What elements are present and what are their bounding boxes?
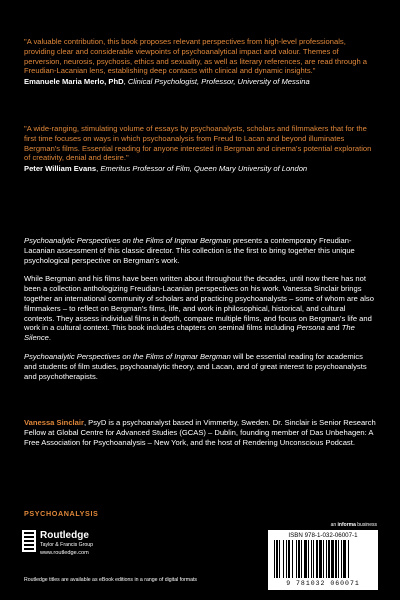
author-bio — [24, 418, 376, 447]
publisher-group: Taylor & Francis Group — [40, 542, 94, 548]
bio-text: , PsyD is a psychoanalyst based in Vimmerby, Sweden. Dr. Sinclair is Senior Research Fellow at Global Centre for Advanced Studies (GCAS) – Dublin, founding member of Das Unbehagen: A Free Association for Psychoanalysis – New York, and the host of Rendering Unconscious Podcast. — [24, 418, 376, 447]
endorsement-attribution: Emanuele Maria Merlo, PhD, Clinical Psychologist, Professor, University of Messina — [24, 77, 310, 87]
publisher-name: Routledge — [40, 530, 89, 541]
publisher-block — [22, 530, 152, 558]
endorsement-attribution: Peter William Evans, Emeritus Professor of Film, Queen Mary University of London — [24, 164, 308, 174]
film-title: The Silence — [24, 323, 355, 343]
endorsement-quote-2 — [24, 124, 376, 174]
book-title: Psychoanalytic Perspectives on the Films of Ingmar Bergman — [24, 351, 231, 361]
description-paragraph-1: Psychoanalytic Perspectives on the Films of Ingmar Bergman presents a contemporary Freudian-Lacanian assessment of this classic director. This collection is the first to bring together this unique psychological perspective on Bergman's work. — [24, 236, 355, 265]
endorsement-text: "A valuable contribution, this book proposes relevant perspectives from high-level professionals, providing clear and considerable viewpoints of psychoanalytical impact and valour. Themes of perversion, neurosis, psychosis, ethics and sexuality, as well as literary references, are read through a Freudian-Lacanian lens, establishing deep contacts with clinical and dynamic insights." — [24, 37, 368, 76]
barcode-icon — [272, 540, 374, 580]
publisher-url: www.routledge.com — [40, 550, 89, 556]
endorser-role: Emeritus Professor of Film, Queen Mary University of London — [100, 164, 308, 174]
endorser-name: Emanuele Maria Merlo, PhD — [24, 77, 124, 87]
isbn-barcode — [268, 530, 378, 590]
book-description — [24, 236, 376, 390]
ebook-note: Routledge titles are available as eBook editions in a range of digital formats — [24, 577, 198, 583]
description-paragraph-3: Psychoanalytic Perspectives on the Films of Ingmar Bergman will be essential reading for academics and students of film studies, psychoanalytic theory, and Lacan, and of great interest to psychoanalysts and psychotherapists. — [24, 351, 367, 381]
author-name: Vanessa Sinclair — [24, 418, 84, 427]
isbn-number: ISBN 978-1-032-06007-1 — [288, 532, 358, 539]
subject-category: PSYCHOANALYSIS — [24, 509, 99, 518]
routledge-logo-icon — [22, 530, 36, 552]
film-title: Persona — [296, 323, 325, 333]
endorsement-quote-1 — [24, 37, 376, 87]
barcode-digits: 9 781032 060071 — [286, 580, 360, 587]
endorsement-text: "A wide-ranging, stimulating volume of essays by psychoanalysts, scholars and filmmakers that for the first time focuses on ways in which psychoanalysis from Freud to Lacan and beyond illuminates Bergman's films. Essential reading for anyone interested in Bergman and cinema's potential exploration of creativity, denial and desire." — [24, 124, 372, 163]
endorser-role: Clinical Psychologist, Professor, University of Messina — [127, 77, 310, 87]
description-paragraph-2: While Bergman and his films have been written about throughout the decades, until now there has not been a collection anthologizing Freudian-Lacanian perspectives on his work. Vanessa Sinclair brings together an international community of scholars and practicing psychoanalysts – some of whom are also filmmakers – to reflect on Bergman's films, life, and work in philosophical, historical, and cultural contexts. They assess individual films in depth, compare multiple films, and focus on Bergman's life and work in a cultural context. This book includes chapters on seminal films including Persona and The Silence. — [24, 274, 374, 343]
book-title: Psychoanalytic Perspectives on the Films of Ingmar Bergman — [24, 236, 231, 245]
endorser-name: Peter William Evans — [24, 164, 97, 174]
informa-business-tag: an informa business — [330, 522, 377, 528]
